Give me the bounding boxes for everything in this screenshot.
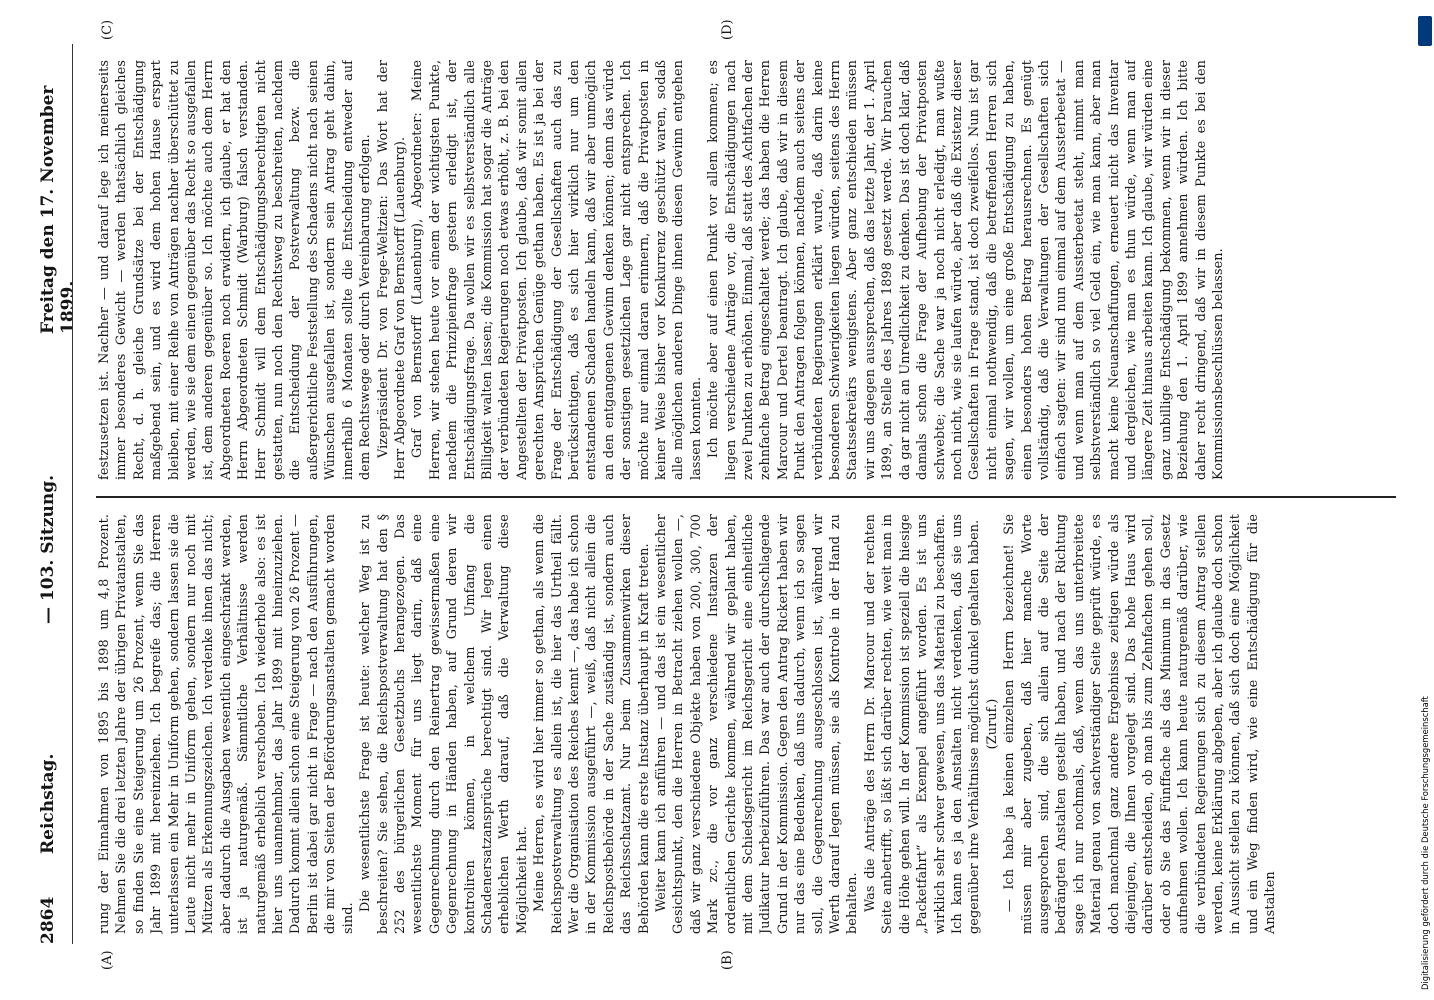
paragraph: Meine Herren, es wird hier immer so gethan, als wenn die Reichspostverwaltung es allein ist, die hier das Urtheil fällt. Wer die Organisation des Reiches kennt —, das habe ich schon in der Kommission ausgeführt —, weiß, daß nicht allein die Reichspostbehörde in der Sache zuständig ist, sondern auch das Reichsschatzamt. Nur beim Zusammenwirken dieser Behörden kann die erste Instanz überhaupt in Kraft treten.	[532, 514, 652, 934]
paragraph: Die wesentlichste Frage ist heute: welcher Weg ist zu beschreiten? Sie sehen, die Reichspostverwaltung hat den § 252 des bürgerlichen Gesetzbuchs herangezogen. Das wesentlichste Moment für uns liegt darin, daß eine Gegenrechnung durch den Reinertrag gewissermaßen eine Gegenrechnung in Händen haben, auf Grund deren wir kontroliren können, in welchem Umfang die Schadenersatzansprüche berechtigt sind. Wir legen einen erheblichen Werth darauf, daß die Verwaltung diese Möglichkeit hat.	[358, 514, 530, 934]
paragraph: festzusetzen ist. Nachher — und darauf lege ich meinerseits immer besonderes Gewicht — werden thatsächlich gleiches Recht, d. h. gleiche Grundsätze bei der Entschädigung maßgebend sein, und es wird dem hohen Hause erspart bleiben, mit einer Reihe von Anträgen nachher überschüttet zu werden, wie sie dem einen gegenüber das Recht so ausgefallen ist, dem anderen gegenüber so. Ich möchte auch dem Herrn Abgeordneten Roeren noch erwidern, ich glaube, er hat den Herrn Abgeordneten Schmidt (Warburg) falsch verstanden. Herr Schmidt will dem Entschädigungsberechtigten nicht gestatten, nun noch den Rechtsweg zu beschreiten, nachdem die Entscheidung der Postverwaltung bezw. die außergerichtliche Feststellung des Schadens nicht nach seinen Wünschen ausgefallen ist, sondern sein Antrag geht dahin, innerhalb 6 Monaten sollte die Entscheidung entweder auf dem Rechtswege oder durch Vereinbarung erfolgen.	[97, 60, 374, 480]
paragraph: Weiter kann ich anführen — und das ist ein wesentlicher Gesichtspunkt, den die Herren in Betracht ziehen wollen —, daß wir ganz verschiedene Objekte haben von 200, 300, 700 Mark zc., die vor ganz verschiedene Instanzen der ordentlichen Gerichte kommen, während wir geplant haben, mit dem Schiedsgericht im Reichsgericht eine einheitliche Judikatur herbeizuführen. Das war auch der durchschlagende Grund in der Kommission. Gegen den Antrag Rickert haben wir nur das eine Bedenken, daß uns dadurch, wenn ich so sagen soll, die Gegenrechnung ausgeschlossen ist, während wir Werth darauf legen müssen, sie als Kontrole in der Hand zu behalten.	[654, 514, 861, 934]
margin-marker-c: (C)	[100, 19, 115, 40]
funding-watermark	[1418, 10, 1434, 990]
interjection: (Zuruf.)	[984, 698, 1000, 750]
dfg-logo-icon	[1418, 16, 1432, 46]
header-title: Reichstag.	[38, 753, 58, 854]
paragraph: rung der Einnahmen von 1895 bis 1898 um 4,8 Prozent. Nehmen Sie die drei letzten Jahre der übrigen Privatanstalten, so finden Sie eine Steigerung um 26 Prozent, wenn Sie das Jahr 1899 mit hereinziehen. Ich begreife das; die Herren unterlassen ein Mehr in Uniform gehen, sondern lassen sie die Leute nicht mehr in Uniform gehen, sondern nur noch mit Mützen als Erkennungszeichen. Ich verdenke ihnen das nicht; aber dadurch die Ausgaben wesentlich eingeschränkt werden, ist ja naturgemäß. Sämmtliche Verhältnisse werden naturgemäß erheblich verschoben. Ich wiederhole also: es ist hier uns unannehmbar, das Jahr 1899 mit hineinzuziehen. Dadurch kommt allein schon eine Steigerung von 26 Prozent — Berlin ist dabei gar nicht in Frage — nach den Ausführungen, die mir von Seiten der Beförderungsanstalten gemacht worden sind.	[97, 514, 356, 934]
paragraph: — Ich habe ja keinen einzelnen Herrn bezeichnet! Sie müssen mir aber zugeben, daß hier manche Worte ausgesprochen sind, die sich allein auf die Seite der bedrängten Anstalten gestellt haben, und nach der Richtung sage ich nur nochmals, daß, wenn das uns unterbreitete Material genau von sachverständiger Seite geprüft würde, es doch manchmal ganz andere Ergebnisse zeitigen würde als diejenigen, die Ihnen vorgelegt sind. Das hohe Haus wird darüber entscheiden, ob man bis zum Zehnfachen gehen soll, oder ob Sie das Fünffache als das Minimum in das Gesetz aufnehmen wollen. Ich kann heute naturgemäß darüber, wie die verbündeten Regierungen sich zu diesem Antrag stellen werden, keine Erklärung abgeben, aber ich glaube doch schon in Aussicht stellen zu können, daß sich doch eine Möglichkeit und ein Weg finden wird, wie eine Entschädigung für die Anstalten	[1002, 514, 1279, 934]
page-number: 2864	[38, 896, 58, 944]
watermark-text: Digitalisierung gefördert durch die Deutsche Forschungsgemeinschaft	[1420, 696, 1430, 990]
column-divider	[96, 496, 1396, 498]
page-header	[22, 32, 78, 944]
header-date: Freitag den 17. November 1899.	[38, 85, 78, 334]
paragraph: Ich möchte aber auf einen Punkt vor allem kommen; es liegen verschiedene Anträge vor, die Entschädigungen nach zwei Punkten zu erhöhen. Einmal, daß statt des Achtfachen der zehnfache Betrag eingeschaltet werde; das haben die Herren Marcour und Dertel beantragt. Ich glaube, daß wir in diesem Punkt den Antragen folgen können, nachdem auch seitens der verbündeten Regierungen erklärt wurde, daß darin keine besonderen Schwierigkeiten liegen würden, seitens des Herrn Staatssekretärs wenigstens. Aber ganz entschieden müssen wir uns dagegen aussprechen, daß das letzte Jahr, der 1. April 1899, an Stelle des Jahres 1898 gesetzt werde. Wir brauchen da gar nicht an Unredlichkeit zu denken. Das ist doch klar, daß damals schon die Frage der Aufhebung der Privatposten schwebte; die Sache war ja noch nicht erledigt, man wußte noch nicht, wie sie laufen würde, aber daß die Existenz dieser Gesellschaften in Frage stand, ist doch zweifellos. Nun ist gar nicht einmal nothwendig, daß die betreffenden Herren sich sagen, wir wollen, um eine große Entschädigung zu haben, einen besonders hohen Betrag herausrechnen. Es genügt vollständig, daß die Verwaltungen der Gesellschaften sich einfach sagten: wir sind nun einmal auf dem Aussterbeetat — und wenn man auf dem Aussterbeetat steht, nimmt man selbstverständlich so viel Geld ein, wie man kann, aber man macht keine Neuanschaffungen, erneuert nicht das Inventar und dergleichen, wie man es thun würde, wenn man auf längere Zeit hinaus arbeiten kann. Ich glaube, wir würden eine ganz unbillige Entschädigung bekommen, wenn wir in dieser Beziehung den 1. April 1899 annehmen würden. Ich bitte daher recht dringend, daß wir in diesem Punkte es bei den Kommissionsbeschlüssen belassen.	[706, 60, 1226, 480]
margin-marker-b: (B)	[720, 950, 735, 970]
left-column	[96, 514, 1396, 934]
right-column	[96, 60, 1396, 480]
paragraph: Was die Anträge des Herrn Dr. Marcour und der rechten Seite anbetrifft, so läßt sich darüber rechten, wie weit man in die Höhe gehen will. In der Kommission ist speziell die hiesige „Packetfahrt“ als Exempel angeführt worden. Es ist uns wirklich sehr schwer gewesen, uns das Material zu beschaffen. Ich kann es ja den Anstalten nicht verdenken, daß sie uns gegenüber ihre Verhältnisse möglichst dunkel gehalten haben.	[862, 514, 983, 934]
speaker-paragraph: Graf von Bernstorff (Lauenburg), Abgeordneter: Meine Herren, wir stehen heute vor einem der wichtigsten Punkte, nachdem die Prinzipienfrage gestern erledigt ist, der Entschädigungsfrage. Da wollen wir es selbstverständlich alle Billigkeit walten lassen; die Kommission hat sogar die Anträge der verbündeten Regierungen noch etwas erhöht, z. B. bei den Angestellten der Privatposten. Ich glaube, daß wir somit allen gerechten Ansprüchen Genüge gethan haben. Es ist ja bei der Frage der Entschädigung der Gesellschaften auch das zu berücksichtigen, daß es sich hier wirklich nur um den entstandenen Schaden handeln kann, daß wir aber unmöglich an den entgangenen Gewinn denken können; denn das würde der sonstigen gesetzlichen Lage gar nicht entsprechen. Ich möchte nur einmal daran erinnern, daß die Privatposten in keiner Weise bisher vor Konkurrenz geschützt waren, sodaß alle möglichen anderen Dinge ihnen diesen Gewinn entgehen lassen konnten.	[410, 60, 704, 480]
margin-marker-d: (D)	[720, 19, 735, 40]
speaker-paragraph: Vizepräsident Dr. von Frege-Weltzien: Das Wort hat der Herr Abgeordnete Graf von Bernstorff (Lauenburg).	[375, 60, 408, 480]
header-session: — 103. Sitzung.	[38, 474, 58, 624]
margin-marker-a: (A)	[100, 950, 115, 970]
header-rule	[72, 44, 73, 944]
